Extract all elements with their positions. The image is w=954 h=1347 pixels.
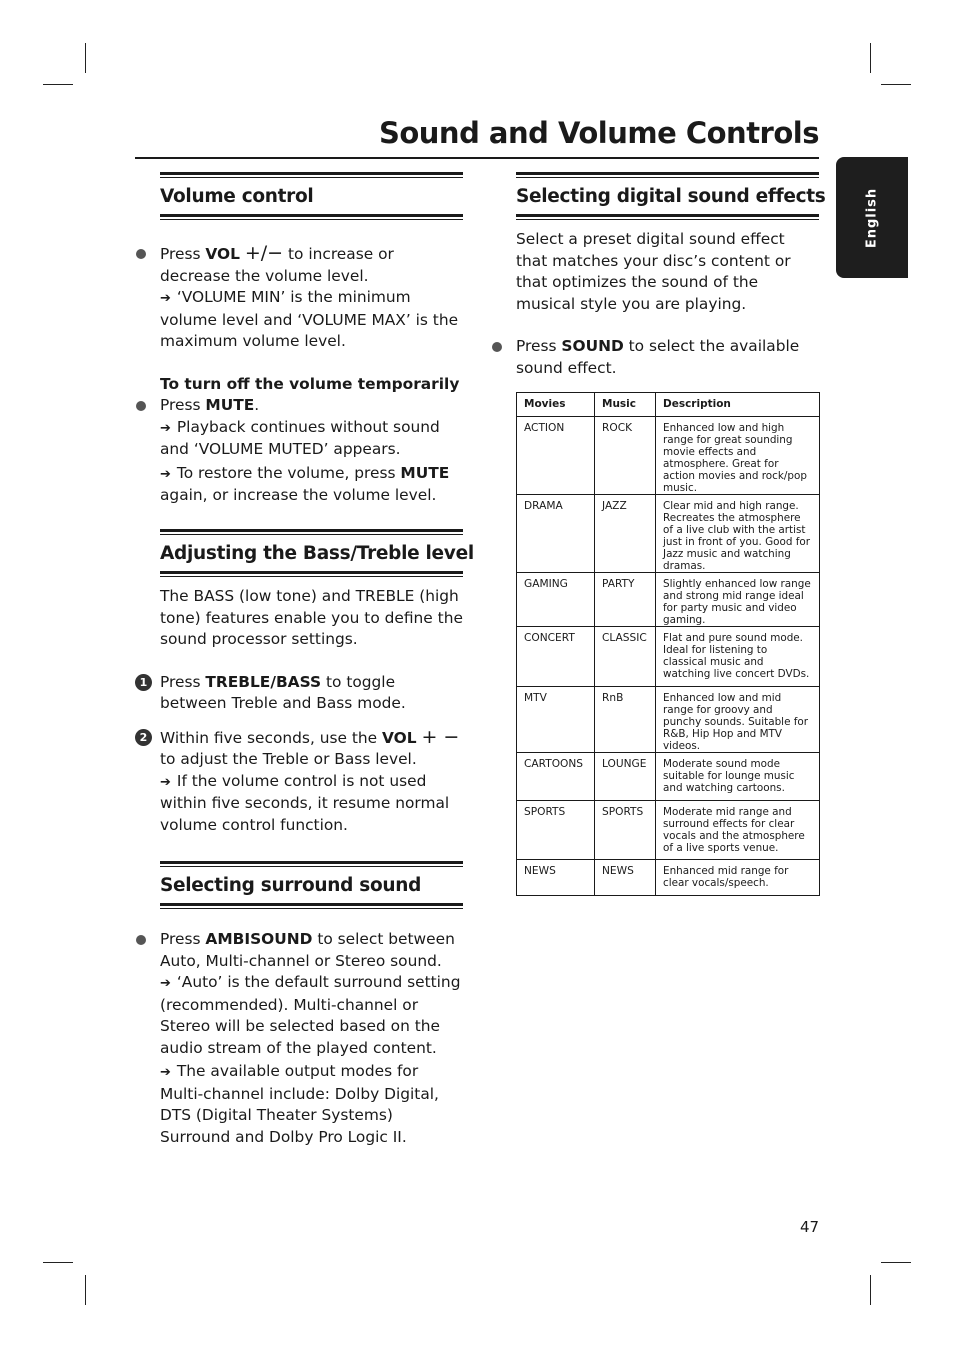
description-cell: Clear mid and high range. Recreates the atmosphere of a live club with the artist just in front of you. Good for Jazz music and watching dramas. xyxy=(656,495,820,573)
step-number: 1 xyxy=(135,674,152,691)
crop-mark xyxy=(870,43,871,73)
movies-cell: NEWS xyxy=(517,860,595,896)
mute-subheading: To turn off the volume temporarily xyxy=(160,374,460,393)
key-label: AMBISOUND xyxy=(205,930,313,948)
movies-cell: CONCERT xyxy=(517,627,595,687)
arrow-icon: ➔ xyxy=(160,976,171,991)
description-cell: Flat and pure sound mode. Ideal for listening to classical music and watching live concert DVDs. xyxy=(656,627,820,687)
table-row xyxy=(517,573,820,627)
vol-symbol: + − xyxy=(421,725,460,748)
page-number: 47 xyxy=(800,1218,820,1236)
surround-section-heading xyxy=(160,861,463,909)
key-label: VOL xyxy=(205,245,240,263)
bullet-icon xyxy=(136,249,146,259)
crop-mark xyxy=(43,1262,73,1263)
movies-cell: CARTOONS xyxy=(517,753,595,801)
table-row xyxy=(517,801,820,860)
description-cell: Moderate mid range and surround effects for clear vocals and the atmosphere of a live sports venue. xyxy=(656,801,820,860)
step-item: 2 Within five seconds, use the VOL + − to adjust the Treble or Bass level. ➔ If the volume control is not used within five seconds, it resume normal volume control function. xyxy=(160,727,465,837)
movies-cell: MTV xyxy=(517,687,595,753)
music-cell: SPORTS xyxy=(595,801,656,860)
column-header: Music xyxy=(595,393,656,417)
digital-section-heading xyxy=(516,172,826,220)
music-cell: ROCK xyxy=(595,417,656,495)
crop-mark xyxy=(85,1275,86,1305)
description-cell: Moderate sound mode suitable for lounge music and watching cartoons. xyxy=(656,753,820,801)
arrow-icon: ➔ xyxy=(160,291,171,306)
column-header: Movies xyxy=(517,393,595,417)
bass-section-body xyxy=(139,586,465,836)
key-label: MUTE xyxy=(400,463,450,482)
description-cell: Slightly enhanced low range and strong mid range ideal for party music and video gaming. xyxy=(656,573,820,627)
music-cell: NEWS xyxy=(595,860,656,896)
language-tab-label: English xyxy=(864,187,880,248)
music-cell: RnB xyxy=(595,687,656,753)
table-row xyxy=(517,495,820,573)
bullet-icon xyxy=(136,935,146,945)
bass-section-heading xyxy=(160,529,474,577)
movies-cell: ACTION xyxy=(517,417,595,495)
volume-heading: Volume control xyxy=(160,186,314,207)
table-header-row xyxy=(517,393,820,417)
bullet-icon xyxy=(492,342,502,352)
crop-mark xyxy=(881,84,911,85)
digital-intro: Select a preset digital sound effect that matches your disc’s content or that optimizes the sound of the musical style you are playing. xyxy=(516,230,791,313)
music-cell: PARTY xyxy=(595,573,656,627)
volume-section-heading xyxy=(160,172,463,220)
key-label: MUTE xyxy=(205,396,255,414)
music-cell: LOUNGE xyxy=(595,753,656,801)
table-row xyxy=(517,687,820,753)
page-title: Sound and Volume Controls xyxy=(378,116,819,150)
arrow-icon: ➔ xyxy=(160,420,171,436)
language-tab xyxy=(836,157,908,278)
description-cell: Enhanced low and mid range for groovy and punchy sounds. Suitable for R&B, Hip Hop and MTV videos. xyxy=(656,687,820,753)
arrow-icon: ➔ xyxy=(160,466,171,482)
key-label: SOUND xyxy=(561,337,624,355)
crop-mark xyxy=(43,84,73,85)
table-row xyxy=(517,860,820,896)
bass-heading: Adjusting the Bass/Treble level xyxy=(160,543,474,564)
table-row xyxy=(517,627,820,687)
surround-heading: Selecting surround sound xyxy=(160,875,422,896)
list-item: Press MUTE. ➔ Playback continues without sound and ‘VOLUME MUTED’ appears. ➔ To restore the volume, press MUTE again, or increase the volume level. xyxy=(160,395,465,507)
movies-cell: SPORTS xyxy=(517,801,595,860)
table-row xyxy=(517,417,820,495)
surround-section-body xyxy=(160,929,465,1148)
music-cell: CLASSIC xyxy=(595,627,656,687)
digital-heading: Selecting digital sound effects xyxy=(516,186,826,207)
arrow-icon: ➔ xyxy=(160,774,171,790)
crop-mark xyxy=(881,1262,911,1263)
key-label: BASS xyxy=(275,672,322,691)
list-item: Press AMBISOUND to select between Auto, Multi-channel or Stereo sound. ➔ ‘Auto’ is the default surround setting (recommended). Multi-channel or Stereo will be selected based on the audio stream of the played content. ➔ The available output modes for Multi-channel include: Dolby Digital, DTS (Digital Theater Systems) Surround and Dolby Pro Logic II. xyxy=(160,929,465,1148)
volume-section-body xyxy=(160,243,465,507)
vol-symbol: +/− xyxy=(244,242,284,264)
list-item: Press VOL +/− to increase or decrease the volume level. ➔ ‘VOLUME MIN’ is the minimum volume level and ‘VOLUME MAX’ is the maximum volume level. xyxy=(160,243,465,353)
bass-intro: The BASS (low tone) and TREBLE (high tone) features enable you to define the sound processor settings. xyxy=(160,587,463,648)
crop-mark xyxy=(85,43,86,73)
list-item: Press SOUND to select the available sound effect. xyxy=(516,336,819,379)
crop-mark xyxy=(870,1275,871,1305)
movies-cell: GAMING xyxy=(517,573,595,627)
arrow-icon: ➔ xyxy=(160,1065,171,1080)
title-rule xyxy=(135,157,819,159)
bullet-icon xyxy=(136,401,146,411)
music-cell: JAZZ xyxy=(595,495,656,573)
key-label: TREBLE xyxy=(205,672,271,691)
movies-cell: DRAMA xyxy=(517,495,595,573)
sound-effects-table xyxy=(516,392,820,896)
description-cell: Enhanced mid range for clear vocals/speech. xyxy=(656,860,820,896)
step-number: 2 xyxy=(135,729,152,746)
digital-section-body xyxy=(516,229,819,379)
table-row xyxy=(517,753,820,801)
step-item: 1 Press TREBLE/BASS to toggle between Treble and Bass mode. xyxy=(160,672,465,715)
key-label: VOL xyxy=(382,728,417,747)
description-cell: Enhanced low and high range for great sounding movie effects and atmosphere. Great for action movies and rock/pop music. xyxy=(656,417,820,495)
column-header: Description xyxy=(656,393,820,417)
